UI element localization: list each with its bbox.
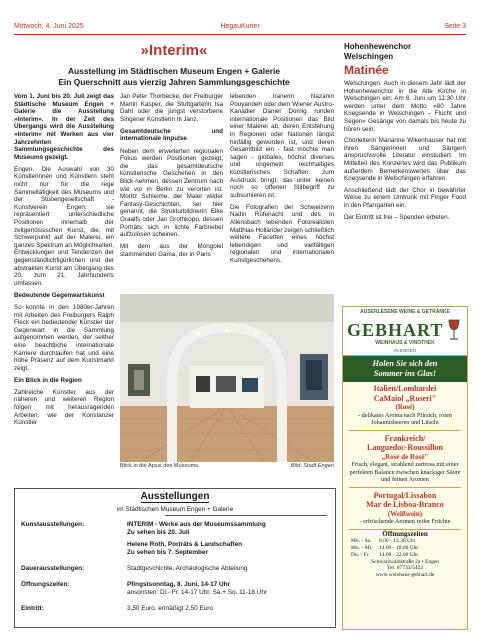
sidebar-paragraph: Chorleiterin Marianne Wikenhauser hat mit ihren Sängerinnen und Sängern anspruchsvolle Literatur einstudiert. Im Mittelteil des Konzertes wird das Publikum außerdem Bemerkenswertes über das Kriegsende in Welschingen erfahren. bbox=[344, 137, 466, 183]
subtitle-line-2: Ein Querschnitt aus vierzig Jahren Sammlungsgeschichte bbox=[58, 77, 290, 87]
subtitle-line-1: Ausstellung im Städtischen Museum Engen + Galerie bbox=[68, 66, 280, 76]
sidebar-paragraph: Welschingen. Auch in diesem Jahr lädt der Hohenhewenchor in die Alte Kirche in Welschingen ein: Am 6. Juni um 11:30 Uhr werden unter dem Motto »80 Jahre Kriegsende in Welschingen – Flucht und Segen« Gesänge von damals bis heute zu hören sein. bbox=[344, 80, 466, 133]
wine-description: - erfrischende Aromen reifer Früchte bbox=[359, 518, 451, 525]
sidebar-paragraph: Der Eintritt ist frei – Spenden erbeten. bbox=[344, 213, 450, 221]
sidebar-kicker-line-1: Hohenhewenchor bbox=[344, 42, 412, 51]
photo-caption bbox=[120, 463, 334, 469]
ad-wine-offer bbox=[343, 382, 467, 429]
exhibition-dates: Zu sehen bis 20. Juli bbox=[127, 529, 190, 536]
opening-special: Pfingstsonntag, 8. Juni, 14-17 Uhr bbox=[127, 581, 230, 588]
ad-city: IN ENGEN bbox=[394, 348, 416, 353]
article-column-2 bbox=[120, 93, 223, 263]
exhibition-name: INTERIM - Werke aus der Museumssammlung bbox=[127, 521, 266, 528]
ad-top-line: AUSERLESENE WEINE & GETRÄNKE bbox=[360, 309, 450, 315]
article-title: »Interim« bbox=[140, 42, 208, 59]
sidebar-kicker-line-2: Welschingen bbox=[344, 52, 394, 61]
sidebar-paragraph: Anschließend lädt der Chor in bewährter Weise zu einem Umtrunk mit Finger Food in den Pfarrgarten ein. bbox=[344, 186, 466, 209]
section-heading: Ein Blick in die Region bbox=[14, 376, 82, 384]
sidebar-kicker bbox=[344, 42, 466, 62]
infobox-label: Eintritt: bbox=[21, 605, 44, 612]
header-page-number: Seite 3 bbox=[444, 23, 466, 30]
museum-apse-photo bbox=[120, 294, 334, 462]
ad-wine-offer bbox=[343, 432, 467, 486]
ad-address: Schwarzwaldstraße 2a • Engen bbox=[370, 558, 440, 565]
ad-header bbox=[343, 307, 467, 356]
oh-times: 14.00 - 18.00 Uhr bbox=[379, 545, 419, 552]
oh-times: 8.00 - 12.30 Uhr bbox=[379, 538, 416, 545]
infobox-value: Stadtgeschichte, Archäologische Abteilung bbox=[127, 565, 248, 572]
opening-hours-title: Öffnungszeiten bbox=[382, 529, 428, 538]
ad-slogan bbox=[343, 356, 467, 382]
wine-shop-advertisement bbox=[342, 306, 468, 630]
ad-phone: Tel. 07733/5422 bbox=[387, 565, 423, 572]
ad-tagline: WEINHAUS & VINOTHEK bbox=[375, 340, 435, 346]
exhibitions-infobox bbox=[14, 488, 336, 628]
wine-name: Mar de Lisboa-Branco bbox=[366, 500, 444, 509]
wine-description: - delikates Aroma nach Pfirsich, roten Johannisbeeren und Litschi bbox=[358, 411, 452, 426]
ad-divider bbox=[349, 487, 461, 488]
ad-divider bbox=[349, 430, 461, 431]
infobox-label: Kunstausstellungen: bbox=[21, 521, 85, 528]
article-paragraph: Die Fotografien der Schweizerin Nadin Rüfenacht und des in Allensbach lebenden Fotorealisten Matthias Holländer zeigen schließlich weitere Facetten eines höchst lebendigen und vielfältigen regionalen und internationalen Kunstgeschehens. bbox=[230, 203, 334, 264]
gebhart-logo: GEBHART bbox=[347, 320, 444, 340]
article-column-3 bbox=[230, 93, 334, 269]
infobox-subtitle: im Städtischen Museum Engen + Galerie bbox=[116, 506, 234, 513]
wine-region: Portugal/Lissabon bbox=[373, 490, 437, 500]
opening-hours-row bbox=[351, 545, 459, 552]
sidebar-title: Matinée bbox=[344, 63, 389, 77]
caption-text: Blick in die Apsis des Museums. bbox=[120, 463, 200, 469]
ad-slogan-line-1: Holen Sie sich den bbox=[372, 359, 438, 368]
ad-website: www.weinhaus-gebhart.de bbox=[375, 572, 435, 579]
wine-description: Frisch, elegant, strahlend zartrosa mit einer perfekten Balance zwischen knackiger Säure und feinen Aromen bbox=[349, 461, 461, 483]
infobox-title bbox=[15, 491, 335, 502]
header-paper-name: HegauKurier bbox=[220, 23, 260, 30]
infobox-title-text: Ausstellungen bbox=[140, 491, 210, 502]
header-date: Mittwoch, 4. Juni 2025 bbox=[14, 23, 84, 30]
article-subtitle bbox=[14, 66, 334, 88]
opening-hours-row bbox=[351, 538, 459, 545]
opening-regular: ansonsten: Di.- Fr. 14-17 Uhr, Sa.+ So. 11-18 Uhr bbox=[127, 589, 268, 596]
wine-name: CaMaiol „Roseri" bbox=[373, 393, 437, 403]
article-paragraph: Jan Peter Thorbecke, der Freiburger Martin Kasper, die Stuttgarterin Isa Dahl oder die jüngst verstorbene Singener Künstlerin Iti Janz. bbox=[120, 93, 223, 123]
article-paragraph: Mit dem aus der Mongolei stammenden Gama, der in Paris bbox=[120, 243, 223, 258]
article-paragraph: Engen. Die Auswahl von 30 Künstlerinnen und Künstlern steht nicht nur für die rege Sammeltätigkeit des Museums und der Stubengesellschaft - Kunstverein Engen; sie repräsentiert unterschiedliche Positionen innerhalb der zeitgenössischen Kunst, die, mit Schwerpunkt auf der Malerei, ein ganzes Spektrum an Möglichkeiten, Entwicklungen und Tendenzen der gegenständlichfigürlichen und der abstrakten Kunst am Übergang des 20. zum 21. Jahrhunderts umfassen. bbox=[14, 165, 114, 287]
exhibition-dates: Zu sehen bis 7. September bbox=[127, 549, 208, 556]
oh-times: 14.00 - 22.00 Uhr bbox=[379, 551, 419, 558]
article-lead: Vom 1. Juni bis 20. Juli zeigt das Städtische Museum Engen + Galerie die Ausstellung »Interim«. In der Zeit des Übergangs wird die Ausstellung »Interim« mit Werken aus vier Jahrzehnten Sammlungsgeschichte des Museums gezeigt. bbox=[14, 93, 114, 161]
article-column-1 bbox=[14, 93, 114, 431]
wine-glass-icon bbox=[447, 319, 461, 341]
ad-opening-hours bbox=[343, 531, 467, 580]
oh-days: Mo. - Sa. bbox=[351, 538, 372, 545]
oh-days: Do. - Fr. bbox=[351, 551, 370, 558]
infobox-divider bbox=[165, 515, 327, 516]
exhibition-name: Helene Roth, Porträts & Landschaften bbox=[127, 541, 243, 548]
page-header bbox=[14, 22, 466, 35]
infobox-value: 3,50 Euro, ermäßigt 2,50 Euro bbox=[127, 605, 213, 612]
wine-name: „Rosé de Rosé" bbox=[381, 452, 429, 461]
wine-region-detail: Languedoc-Roussillon bbox=[366, 443, 444, 452]
infobox-value bbox=[127, 581, 332, 597]
wine-region: Frankreich/ bbox=[384, 433, 426, 443]
infobox-value bbox=[127, 521, 332, 557]
wine-type: (Rosé) bbox=[395, 403, 415, 411]
infobox-label: Öffnungszeiten: bbox=[21, 581, 70, 588]
photo-credit: Bild: Stadt Engen bbox=[290, 463, 334, 469]
section-heading: Bedeutende Gegenwartskunst bbox=[14, 291, 105, 299]
oh-days: Mo. - Mi. bbox=[351, 545, 373, 552]
wine-type: (Weißwein) bbox=[387, 509, 423, 518]
section-heading: Gesamtdeutsche und internationale Impulse bbox=[120, 127, 223, 143]
ad-slogan-line-2: Sommer ins Glas! bbox=[373, 369, 437, 378]
article-paragraph: So konnte in den 1980er-Jahren mit Arbeiten des Freiburgers Ralph Fleck ein bedeutender Künstler der Gegenwart in die Sammlung aufgenommen werden, der seither eine beachtliche internationale Karriere durchlaufen hat und eine hohe Präsenz auf dem Kunstmarkt zeigt. bbox=[14, 303, 114, 372]
opening-hours-row bbox=[351, 552, 459, 559]
sidebar-body bbox=[344, 80, 466, 225]
article-paragraph: lebenden Iranerin Nazanin Pouyandeh oder dem Wiener Austro-Kanadier Daniel Domig runden internationale Positionen das Bild einer Malerei ab, deren Entstehung in Regionen oder Nationen längst hinfällig geworden ist, und deren Gesamtbild ein - fast möchte man sagen - globales, höchst diverses und ungemein reichhaltiges künstlerisches Schaffen zum Ausdruck bringt, das unter keinen noch so offenen Stilbegriff zu subsumieren ist. bbox=[230, 93, 334, 199]
article-paragraph: Zahlreiche Künstler aus der näheren und weiteren Region folgen mit herausragenden Arbeiten, wie der Konstanzer Künstler bbox=[14, 388, 114, 427]
infobox-label: Dauerausstellungen: bbox=[21, 565, 85, 572]
article-paragraph: Neben dem erweiterten regionalen Fokus werden Positionen gezeigt, die das gesamtdeutsche künstlerische Geschehen in den Blick nehmen, dessen Zentrum nach wie vor in Berlin zu verorten ist. Moritz Schleime, der Maler wilder Fantasy-Geschichten, sei hier genannt, die Strukturbildnerin Elke Graalfs oder Jan Grothkopp, dessen Porträts sich in lichte Farbnebel aufzulösen scheinen. bbox=[120, 147, 223, 239]
wine-region: Italien/Lombardei bbox=[373, 384, 437, 393]
ad-wine-offer bbox=[343, 489, 467, 528]
